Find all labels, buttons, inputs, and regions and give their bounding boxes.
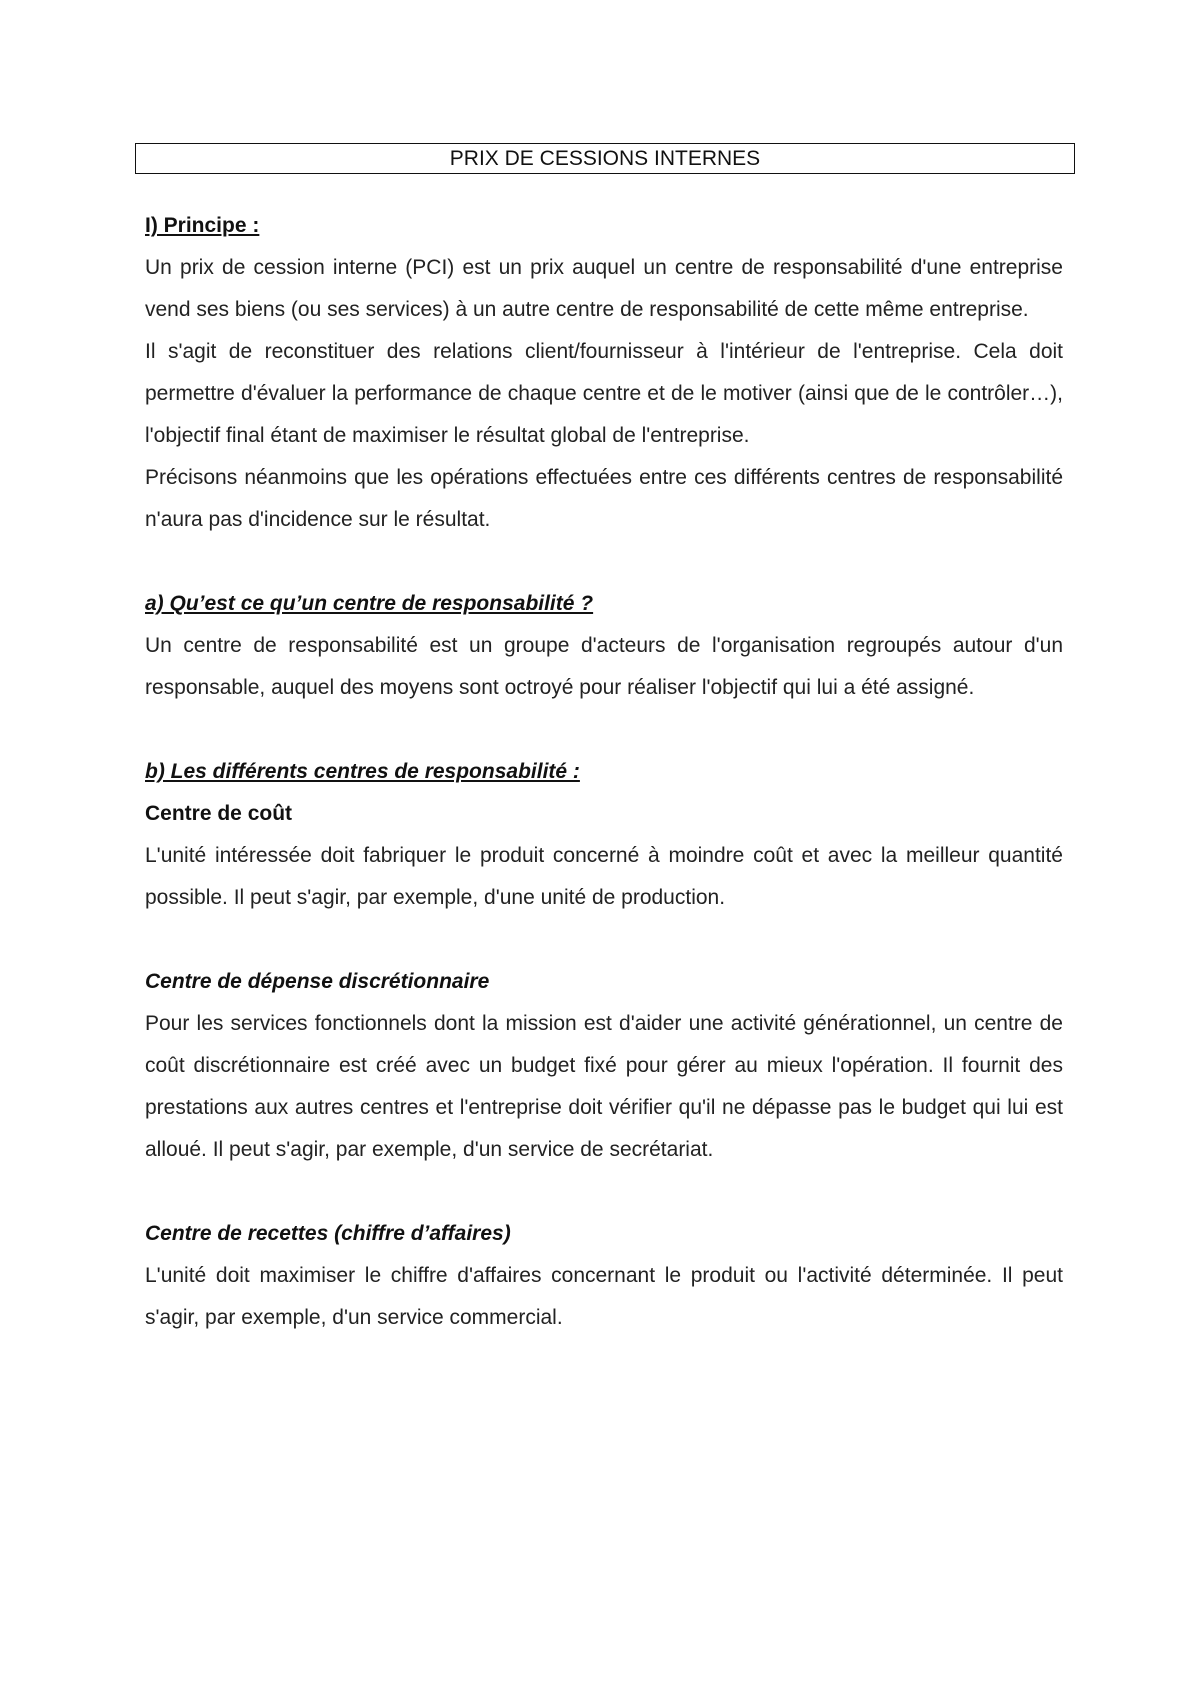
paragraph: Un prix de cession interne (PCI) est un prix auquel un centre de responsabilité d'une entreprise vend ses biens (ou ses services) à un autre centre de responsabilité de cette même entreprise.	[145, 256, 1063, 321]
centre-de-depense-heading: Centre de dépense discrétionnaire	[145, 970, 490, 993]
paragraph: L'unité intéressée doit fabriquer le produit concerné à moindre coût et avec la meilleur quantité possible. Il peut s'agir, par exemple, d'une unité de production.	[145, 844, 1063, 909]
document-title: PRIX DE CESSIONS INTERNES	[135, 143, 1075, 174]
paragraph: Pour les services fonctionnels dont la mission est d'aider une activité générationnel, un centre de coût discrétionnaire est créé avec un budget fixé pour gérer au mieux l'opération. Il fournit des prestations aux autres centres et l'entreprise doit vérifier qu'il ne dépasse pas le budget qui lui est alloué. Il peut s'agir, par exemple, d'un service de secrétariat.	[145, 1012, 1063, 1161]
paragraph: Un centre de responsabilité est un groupe d'acteurs de l'organisation regroupés autour d'un responsable, auquel des moyens sont octroyé pour réaliser l'objectif qui lui a été assigné.	[145, 634, 1063, 699]
paragraph: L'unité doit maximiser le chiffre d'affaires concernant le produit ou l'activité déterminée. Il peut s'agir, par exemple, d'un service commercial.	[145, 1264, 1063, 1329]
paragraph: Il s'agit de reconstituer des relations client/fournisseur à l'intérieur de l'entreprise. Cela doit permettre d'évaluer la performance de chaque centre et de le motiver (ainsi que de le contrôler…), l'objectif final étant de maximiser le résultat global de l'entreprise.	[145, 340, 1063, 447]
centre-de-cout-heading: Centre de coût	[145, 802, 293, 825]
section-principe-heading: I) Principe :	[145, 214, 260, 237]
centre-de-recettes-heading: Centre de recettes (chiffre d’affaires)	[145, 1222, 511, 1245]
section-a-heading: a) Qu’est ce qu’un centre de responsabilité ?	[145, 592, 594, 615]
paragraph: Précisons néanmoins que les opérations effectuées entre ces différents centres de responsabilité n'aura pas d'incidence sur le résultat.	[145, 466, 1063, 531]
section-b-heading: b) Les différents centres de responsabilité :	[145, 760, 580, 783]
document-content	[145, 143, 1063, 1339]
